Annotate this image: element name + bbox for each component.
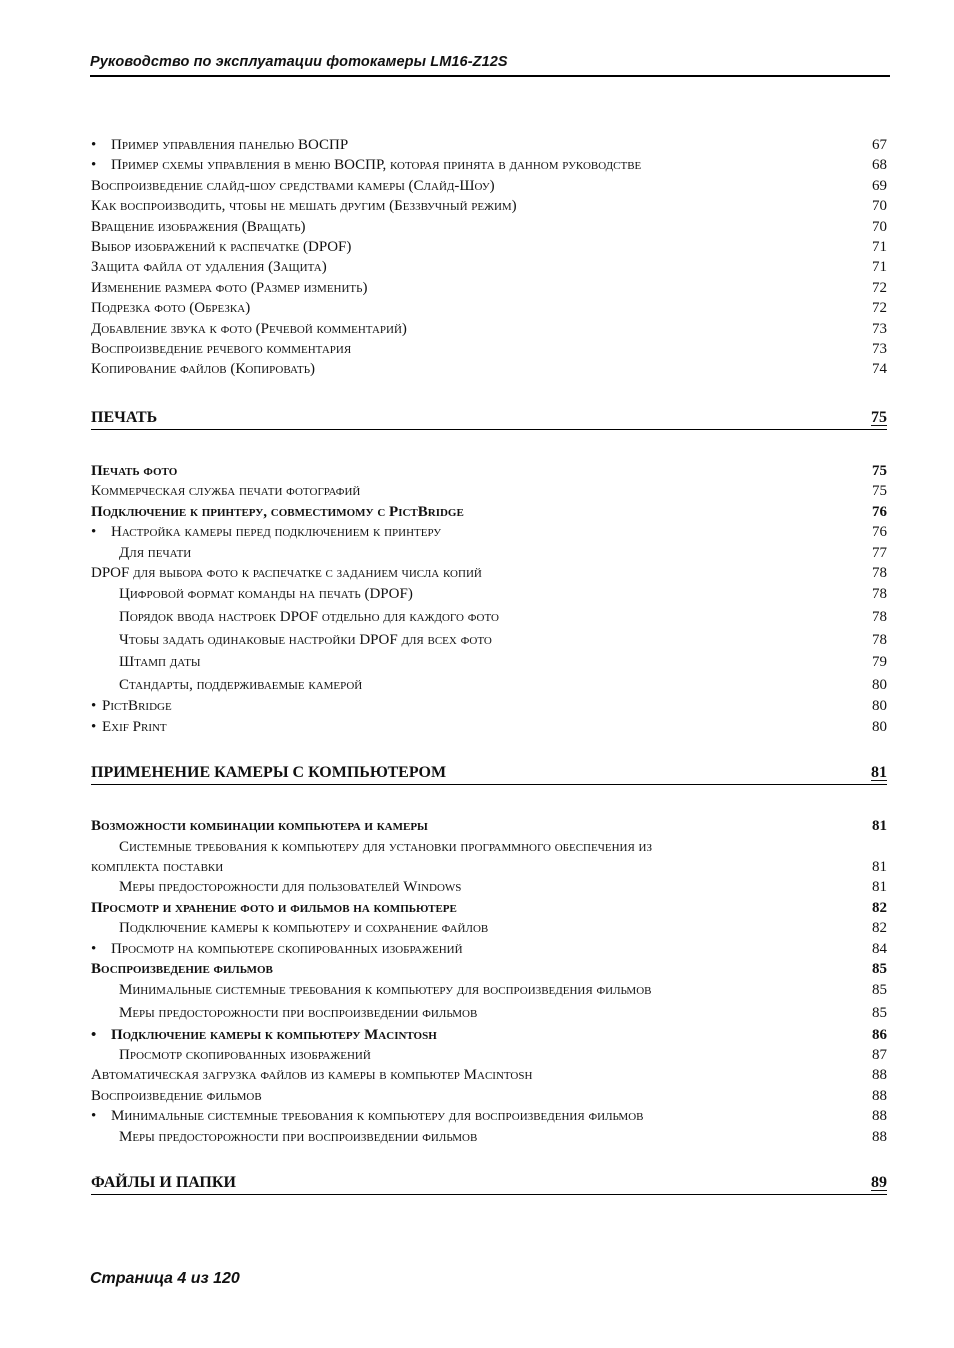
toc-entry-page: 81 xyxy=(872,818,887,835)
toc-entry[interactable] xyxy=(91,717,887,737)
toc-entry-text: Штамп даты xyxy=(119,654,201,671)
toc-entry-page: 71 xyxy=(872,259,887,276)
toc-entry-page: 71 xyxy=(872,239,887,256)
toc-entry-page: 88 xyxy=(872,1087,887,1104)
toc-entry-text: Настройка камеры перед подключением к принтеру xyxy=(111,524,442,541)
toc-entry[interactable] xyxy=(91,1045,887,1065)
toc-entry[interactable] xyxy=(91,319,887,339)
toc-entry-text: Системные требования к компьютеру для установки программного обеспечения из xyxy=(119,838,653,855)
toc-entry-text: Коммерческая служба печати фотографий xyxy=(91,483,361,500)
toc-entry-text: Exif Print xyxy=(102,718,167,735)
toc-entry[interactable] xyxy=(91,196,887,216)
toc-entry-text: Подрезка фото (Обрезка) xyxy=(91,300,251,317)
toc-entry[interactable] xyxy=(91,155,887,175)
toc-entry-title xyxy=(91,959,273,979)
toc-entry-text: Воспроизведение фильмов xyxy=(91,960,273,977)
toc-entry-title xyxy=(91,898,457,918)
toc-entry-text: Подключение камеры к компьютеру и сохранение файлов xyxy=(119,920,489,937)
toc-entry[interactable] xyxy=(91,217,887,237)
toc-entry-page: 73 xyxy=(872,341,887,358)
toc-entry-title xyxy=(91,563,482,583)
toc-entry-text: PictBridge xyxy=(102,698,172,715)
toc-entry-text: Пример схемы управления в меню ВОСПР, которая принята в данном руководстве xyxy=(111,157,642,174)
toc-entry-page: 72 xyxy=(872,300,887,317)
toc-entry-page: 78 xyxy=(872,631,887,648)
toc-chapter-title: ФАЙЛЫ И ПАПКИ xyxy=(91,1173,236,1191)
toc-entry-page: 88 xyxy=(872,1067,887,1084)
toc-entry-page: 76 xyxy=(872,524,887,541)
toc-entry-title xyxy=(91,319,407,339)
toc-entry-page: 84 xyxy=(872,940,887,957)
toc-entry[interactable] xyxy=(91,481,887,501)
toc-entry-title xyxy=(91,1045,371,1065)
toc-entry-page: 78 xyxy=(872,564,887,581)
toc-entry-page: 87 xyxy=(872,1046,887,1063)
toc-entry-text: Подключение к принтеру, совместимому с PictBridge xyxy=(91,503,464,520)
toc-entry-text: Просмотр и хранение фото и фильмов на компьютере xyxy=(91,899,457,916)
toc-entry-text: Изменение размера фото (Размер изменить) xyxy=(91,279,368,296)
toc-entry-title xyxy=(91,155,641,175)
toc-entry-page: 80 xyxy=(872,718,887,735)
toc-entry-page: 76 xyxy=(872,503,887,520)
toc-entry[interactable] xyxy=(91,1002,887,1025)
toc-entry[interactable] xyxy=(91,278,887,298)
toc-entry-title xyxy=(91,696,172,716)
toc-entry-title xyxy=(91,461,177,481)
toc-entry-title xyxy=(91,1002,477,1025)
toc-entry-title xyxy=(91,674,362,697)
toc-entry-page: 78 xyxy=(872,608,887,625)
toc-entry-text: Для печати xyxy=(119,544,192,561)
toc-entry-title xyxy=(91,237,351,257)
toc-section-playback xyxy=(91,135,887,380)
toc-entry-text: Пример управления панелью ВОСПР xyxy=(111,137,349,153)
toc-entry[interactable] xyxy=(91,1127,887,1147)
page-footer: Страница 4 из 120 xyxy=(90,1270,240,1287)
bullet-icon: • xyxy=(91,1026,97,1043)
toc-entry-page: 75 xyxy=(872,462,887,479)
toc-entry[interactable] xyxy=(91,135,887,155)
toc-entry-title xyxy=(91,1086,262,1106)
toc-entry-text: Выбор изображений к распечатке (DPOF) xyxy=(91,239,352,256)
toc-section-computer xyxy=(91,816,887,1147)
toc-entry-page: 81 xyxy=(872,858,887,875)
toc-entry[interactable] xyxy=(91,857,887,877)
toc-entry[interactable] xyxy=(91,918,887,938)
toc-entry-title xyxy=(91,1106,644,1126)
toc-entry[interactable] xyxy=(91,979,887,1002)
toc-entry-page: 80 xyxy=(872,698,887,715)
toc-entry[interactable] xyxy=(91,1106,887,1126)
toc-entry-text: Вращение изображения (Вращать) xyxy=(91,218,306,235)
toc-entry[interactable] xyxy=(91,298,887,318)
toc-entry-title xyxy=(91,196,517,216)
toc-entry-text: Просмотр на компьютере скопированных изображений xyxy=(111,940,463,957)
table-of-contents xyxy=(91,135,887,1195)
toc-entry-page: 88 xyxy=(872,1128,887,1145)
toc-chapter-title: ПЕЧАТЬ xyxy=(91,408,158,426)
toc-entry[interactable] xyxy=(91,959,887,979)
toc-entry-text: Меры предосторожности для пользователей Windows xyxy=(119,879,462,896)
toc-entry-title xyxy=(91,543,191,563)
bullet-icon: • xyxy=(91,940,97,957)
toc-entry-title xyxy=(91,877,461,897)
toc-entry-page: 73 xyxy=(872,320,887,337)
toc-entry-title xyxy=(91,217,306,237)
toc-chapter-page: 81 xyxy=(871,764,887,782)
toc-entry[interactable] xyxy=(91,176,887,196)
toc-entry-text: Воспроизведение слайд-шоу средствами камеры (Слайд-Шоу) xyxy=(91,177,495,194)
toc-entry-text: Добавление звука к фото (Речевой комментарий) xyxy=(91,320,407,337)
toc-entry-title xyxy=(91,522,441,542)
toc-entry-page: 85 xyxy=(872,982,887,999)
bullet-icon: • xyxy=(91,698,97,715)
toc-entry[interactable] xyxy=(91,543,887,563)
toc-entry[interactable] xyxy=(91,877,887,897)
toc-entry-text: Как воспроизводить, чтобы не мешать другим (Беззвучный режим) xyxy=(91,198,517,215)
toc-entry-title xyxy=(91,717,167,737)
toc-chapter-title: ПРИМЕНЕНИЕ КАМЕРЫ С КОМПЬЮТЕРОМ xyxy=(91,764,447,782)
toc-entry-title xyxy=(91,1065,532,1085)
toc-entry-title xyxy=(91,176,495,196)
toc-entry-text: Защита файла от удаления (Защита) xyxy=(91,259,327,276)
toc-entry-page: 85 xyxy=(872,960,887,977)
toc-entry-page: 67 xyxy=(872,137,887,153)
toc-entry[interactable] xyxy=(91,674,887,697)
toc-entry-text: Автоматическая загрузка файлов из камеры в компьютер Macintosh xyxy=(91,1067,533,1084)
toc-entry-page: 86 xyxy=(872,1026,887,1043)
toc-chapter-print[interactable] xyxy=(91,409,887,430)
toc-entry-page: 81 xyxy=(872,879,887,896)
toc-entry-title xyxy=(91,502,464,522)
toc-section-print xyxy=(91,461,887,737)
toc-entry[interactable] xyxy=(91,257,887,277)
toc-entry-text: Воспроизведение фильмов xyxy=(91,1087,262,1104)
toc-entry-page: 74 xyxy=(872,361,887,378)
toc-entry-title xyxy=(91,629,492,652)
toc-entry-page: 69 xyxy=(872,177,887,194)
toc-entry-page: 80 xyxy=(872,676,887,693)
toc-entry-text: Минимальные системные требования к компьютеру для воспроизведения фильмов xyxy=(119,982,652,999)
toc-entry-text: Воспроизведение речевого комментария xyxy=(91,341,352,358)
toc-entry-text: Просмотр скопированных изображений xyxy=(119,1046,371,1063)
bullet-icon: • xyxy=(91,157,97,174)
toc-entry-text: Стандарты, поддерживаемые камерой xyxy=(119,676,363,693)
toc-entry-text: Меры предосторожности при воспроизведении фильмов xyxy=(119,1128,478,1145)
toc-entry-text: DPOF для выбора фото к распечатке с заданием числа копий xyxy=(91,564,482,581)
toc-entry-title xyxy=(91,1025,437,1045)
toc-entry-text: Порядок ввода настроек DPOF отдельно для каждого фото xyxy=(119,608,499,625)
toc-entry[interactable] xyxy=(91,522,887,542)
header-rule xyxy=(90,75,890,77)
toc-entry-text: Печать фото xyxy=(91,462,178,479)
toc-entry-text: Подключение камеры к компьютеру Macintosh xyxy=(111,1026,437,1043)
toc-entry-page: 70 xyxy=(872,218,887,235)
toc-entry-page: 77 xyxy=(872,544,887,561)
bullet-icon: • xyxy=(91,718,97,735)
toc-chapter-page: 75 xyxy=(871,408,887,426)
toc-entry-text: Возможности комбинации компьютера и камеры xyxy=(91,818,428,835)
toc-entry-text: Цифровой формат команды на печать (DPOF) xyxy=(119,586,413,603)
toc-chapter-files[interactable] xyxy=(91,1174,887,1195)
toc-entry[interactable] xyxy=(91,898,887,918)
toc-entry-title xyxy=(91,298,250,318)
toc-entry-text: Меры предосторожности при воспроизведении фильмов xyxy=(119,1004,478,1021)
toc-entry-title xyxy=(91,1127,477,1147)
toc-entry[interactable] xyxy=(91,461,887,481)
toc-entry-page: 72 xyxy=(872,279,887,296)
toc-entry-page: 85 xyxy=(872,1004,887,1021)
toc-entry[interactable] xyxy=(91,816,887,836)
bullet-icon: • xyxy=(91,524,97,541)
bullet-icon: • xyxy=(91,137,97,153)
toc-entry-title xyxy=(91,339,351,359)
toc-entry-title xyxy=(91,651,201,674)
toc-entry-page: 82 xyxy=(872,920,887,937)
toc-entry-title xyxy=(91,837,652,857)
toc-entry[interactable] xyxy=(91,563,887,583)
toc-entry-text: Копирование файлов (Копировать) xyxy=(91,361,316,378)
toc-entry[interactable] xyxy=(91,651,887,674)
toc-entry[interactable] xyxy=(91,359,887,379)
toc-entry-title xyxy=(91,257,327,277)
toc-entry-text: Минимальные системные требования к компьютеру для воспроизведения фильмов xyxy=(111,1108,644,1125)
toc-entry[interactable] xyxy=(91,629,887,652)
toc-entry-text: Чтобы задать одинаковые настройки DPOF для всех фото xyxy=(119,631,492,648)
toc-entry[interactable] xyxy=(91,939,887,959)
toc-entry[interactable] xyxy=(91,837,887,857)
toc-entry[interactable] xyxy=(91,237,887,257)
toc-entry-title xyxy=(91,135,348,155)
toc-entry-title xyxy=(91,583,413,606)
toc-entry-page: 82 xyxy=(872,899,887,916)
toc-entry-title xyxy=(91,939,463,959)
toc-entry-title xyxy=(91,857,223,877)
toc-entry-title xyxy=(91,979,652,1002)
toc-entry-page: 79 xyxy=(872,654,887,671)
bullet-icon: • xyxy=(91,1108,97,1125)
toc-entry-text: комплекта поставки xyxy=(91,858,224,875)
toc-entry[interactable] xyxy=(91,583,887,606)
toc-entry-page: 70 xyxy=(872,198,887,215)
toc-entry[interactable] xyxy=(91,502,887,522)
toc-entry[interactable] xyxy=(91,606,887,629)
toc-entry-title xyxy=(91,918,488,938)
toc-entry[interactable] xyxy=(91,1025,887,1045)
toc-entry[interactable] xyxy=(91,1086,887,1106)
toc-entry[interactable] xyxy=(91,339,887,359)
toc-entry-page: 75 xyxy=(872,483,887,500)
toc-entry[interactable] xyxy=(91,696,887,716)
toc-entry-page: 68 xyxy=(872,157,887,174)
toc-entry-title xyxy=(91,606,499,629)
toc-entry-title xyxy=(91,816,428,836)
toc-entry-page: 78 xyxy=(872,586,887,603)
toc-entry-title xyxy=(91,481,360,501)
toc-entry-title xyxy=(91,359,315,379)
toc-chapter-computer[interactable] xyxy=(91,764,887,785)
toc-entry-title xyxy=(91,278,367,298)
toc-chapter-page: 89 xyxy=(871,1173,887,1191)
toc-entry[interactable] xyxy=(91,1065,887,1085)
document-header-title: Руководство по эксплуатации фотокамеры LM16-Z12S xyxy=(90,54,508,70)
toc-entry-page: 88 xyxy=(872,1108,887,1125)
